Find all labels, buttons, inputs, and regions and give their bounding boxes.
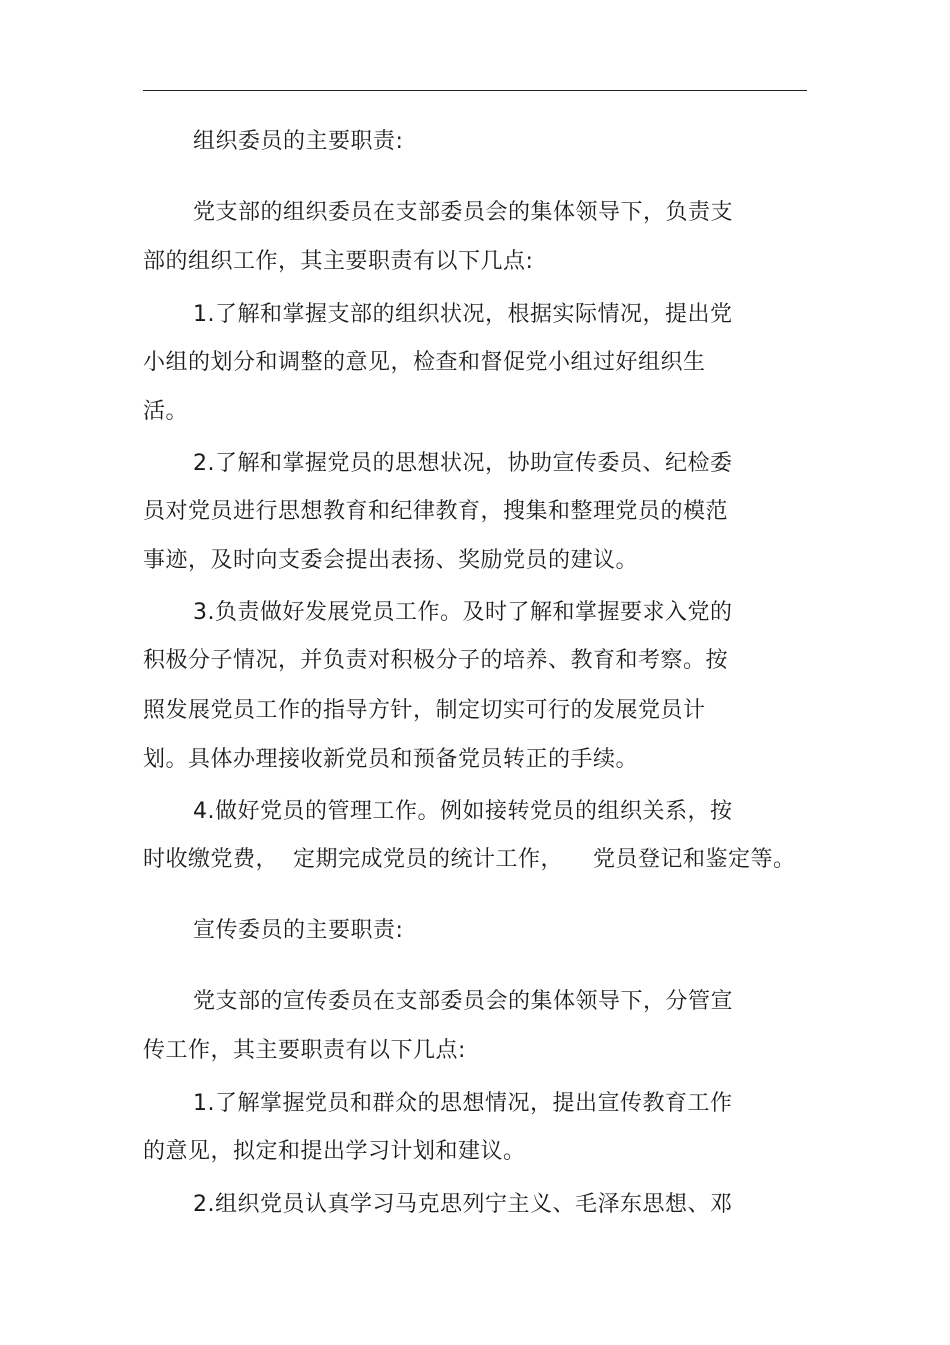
paragraph-line: 的意见，拟定和提出学习计划和建议。 — [143, 1139, 526, 1164]
paragraph-line: 部的组织工作，其主要职责有以下几点: — [143, 249, 534, 274]
paragraph-line: 积极分子情况，并负责对积极分子的培养、教育和考察。按 — [143, 648, 729, 673]
paragraph-line: 事迹，及时向支委会提出表扬、奖励党员的建议。 — [143, 548, 639, 573]
paragraph-line: 照发展党员工作的指导方针，制定切实可行的发展党员计 — [143, 698, 706, 723]
section-heading-propaganda: 宣传委员的主要职责: — [193, 918, 404, 943]
paragraph-line: 1.了解掌握党员和群众的思想情况，提出宣传教育工作 — [193, 1091, 733, 1116]
section-heading-organization: 组织委员的主要职责: — [193, 129, 404, 154]
paragraph-line: 员对党员进行思想教育和纪律教育，搜集和整理党员的模范 — [143, 499, 729, 524]
paragraph-line: 小组的划分和调整的意见，检查和督促党小组过好组织生 — [143, 350, 706, 375]
paragraph-line: 2.了解和掌握党员的思想状况，协助宣传委员、纪检委 — [193, 451, 733, 476]
paragraph-line: 传工作，其主要职责有以下几点: — [143, 1038, 466, 1063]
paragraph-line: 活。 — [143, 399, 189, 424]
header-rule — [143, 90, 807, 91]
paragraph-line: 4.做好党员的管理工作。例如接转党员的组织关系，按 — [193, 799, 733, 824]
paragraph-line: 党支部的组织委员在支部委员会的集体领导下，负责支 — [193, 200, 734, 225]
paragraph-line: 1.了解和掌握支部的组织状况，根据实际情况，提出党 — [193, 302, 733, 327]
paragraph-line: 时收缴党费， 定期完成党员的统计工作， 党员登记和鉴定等。 — [143, 847, 796, 872]
paragraph-line: 2.组织党员认真学习马克思列宁主义、毛泽东思想、邓 — [193, 1192, 733, 1217]
paragraph-line: 划。具体办理接收新党员和预备党员转正的手续。 — [143, 747, 639, 772]
paragraph-line: 3.负责做好发展党员工作。及时了解和掌握要求入党的 — [193, 600, 733, 625]
paragraph-line: 党支部的宣传委员在支部委员会的集体领导下，分管宣 — [193, 989, 734, 1014]
